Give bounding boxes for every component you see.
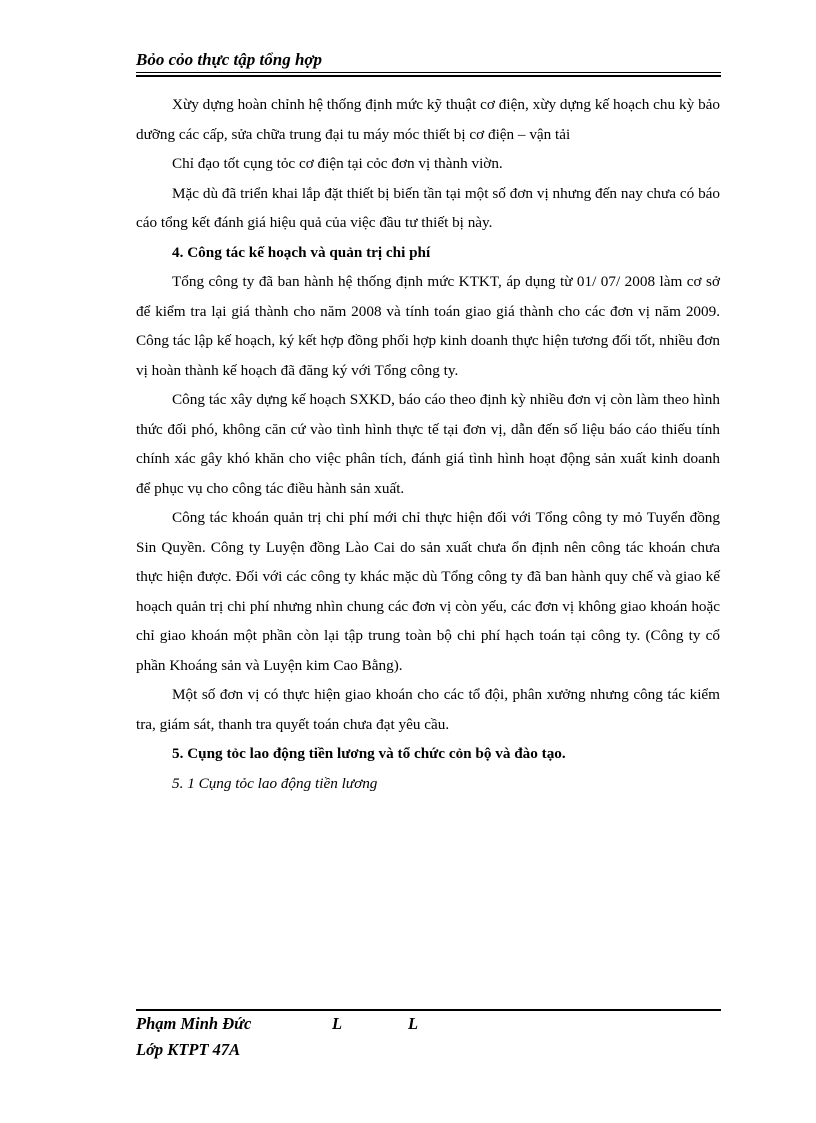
paragraph-business-planning: Công tác xây dựng kế hoạch SXKD, báo cáo theo định kỳ nhiều đơn vị còn làm theo hình thức đối phó, không căn cứ vào tình hình thực tế tại đơn vị, dẫn đến số liệu báo cáo thiếu tính chính xác gây khó khăn cho việc phân tích, đánh giá tình hình hoạt động sản xuất kinh doanh để phục vụ cho công tác điều hành sản xuất.: [136, 391, 720, 497]
header-rule-thick: [136, 75, 721, 77]
footer-class: Lớp KTPT 47A: [136, 1040, 241, 1059]
header-rule-thin: [136, 72, 721, 73]
paragraph-equipment-norms: Xừy dựng hoàn chỉnh hệ thống định mức kỹ thuật cơ điện, xừy dựng kế hoạch chu kỳ bảo dưỡng các cấp, sửa chữa trung đại tu máy móc thiết bị cơ điện – vận tải: [136, 96, 720, 143]
footer-line-1: [136, 1014, 418, 1034]
footer-author-name: Phạm Minh Đức: [136, 1014, 252, 1033]
footer-mark-2: L: [408, 1014, 419, 1033]
paragraph-team-contracting: Một số đơn vị có thực hiện giao khoán cho các tổ đội, phân xưởng nhưng công tác kiểm tra, giám sát, thanh tra quyết toán chưa đạt yêu cầu.: [136, 686, 720, 733]
footer-mark-1: L: [332, 1014, 343, 1033]
document-body: [136, 90, 720, 798]
subsection-heading-5-1: 5. 1 Cụng tỏc lao động tiền lương: [172, 774, 378, 792]
paragraph-inverter-installation: Mặc dù đã triển khai lắp đặt thiết bị biến tần tại một số đơn vị nhưng đến nay chưa có báo cáo tổng kết đánh giá hiệu quả của việc đầu tư thiết bị này.: [136, 184, 720, 231]
paragraph-cost-contracting: Công tác khoán quản trị chi phí mới chỉ thực hiện đối với Tổng công ty mỏ Tuyển đồng Sin Quyền. Công ty Luyện đồng Lào Cai do sản xuất chưa ổn định nên công tác khoán chưa thực hiện được. Đối với các công ty khác mặc dù Tổng công ty đã ban hành quy chế và giao kế hoạch quản trị chi phí nhưng nhìn chung các đơn vị còn yếu, các đơn vị không giao khoán hoặc chỉ giao khoán một phần còn lại tập trung toàn bộ chi phí hạch toán tại công ty. (Công ty cổ phần Khoáng sản và Luyện kim Cao Bằng).: [136, 509, 720, 674]
section-heading-5: 5. Cụng tỏc lao động tiền lương và tổ chức cỏn bộ và đào tạo.: [172, 745, 566, 762]
footer-rule: [136, 1009, 721, 1011]
section-heading-4: 4. Công tác kế hoạch và quản trị chi phí: [172, 243, 431, 261]
paragraph-electromechanical-direction: Chỉ đạo tốt cụng tỏc cơ điện tại cỏc đơn vị thành viờn.: [172, 155, 503, 172]
header-title: Bỏo cỏo thực tập tổng hợp: [136, 50, 323, 69]
paragraph-technical-norms: Tổng công ty đã ban hành hệ thống định mức KTKT, áp dụng từ 01/ 07/ 2008 làm cơ sở để kiểm tra lại giá thành cho năm 2008 và tính toán giao giá thành cho các đơn vị năm 2009. Công tác lập kế hoạch, ký kết hợp đồng phối hợp kinh doanh thực hiện tương đối tốt, nhiều đơn vị hoàn thành kế hoạch đã đăng ký với Tổng công ty.: [136, 273, 720, 379]
